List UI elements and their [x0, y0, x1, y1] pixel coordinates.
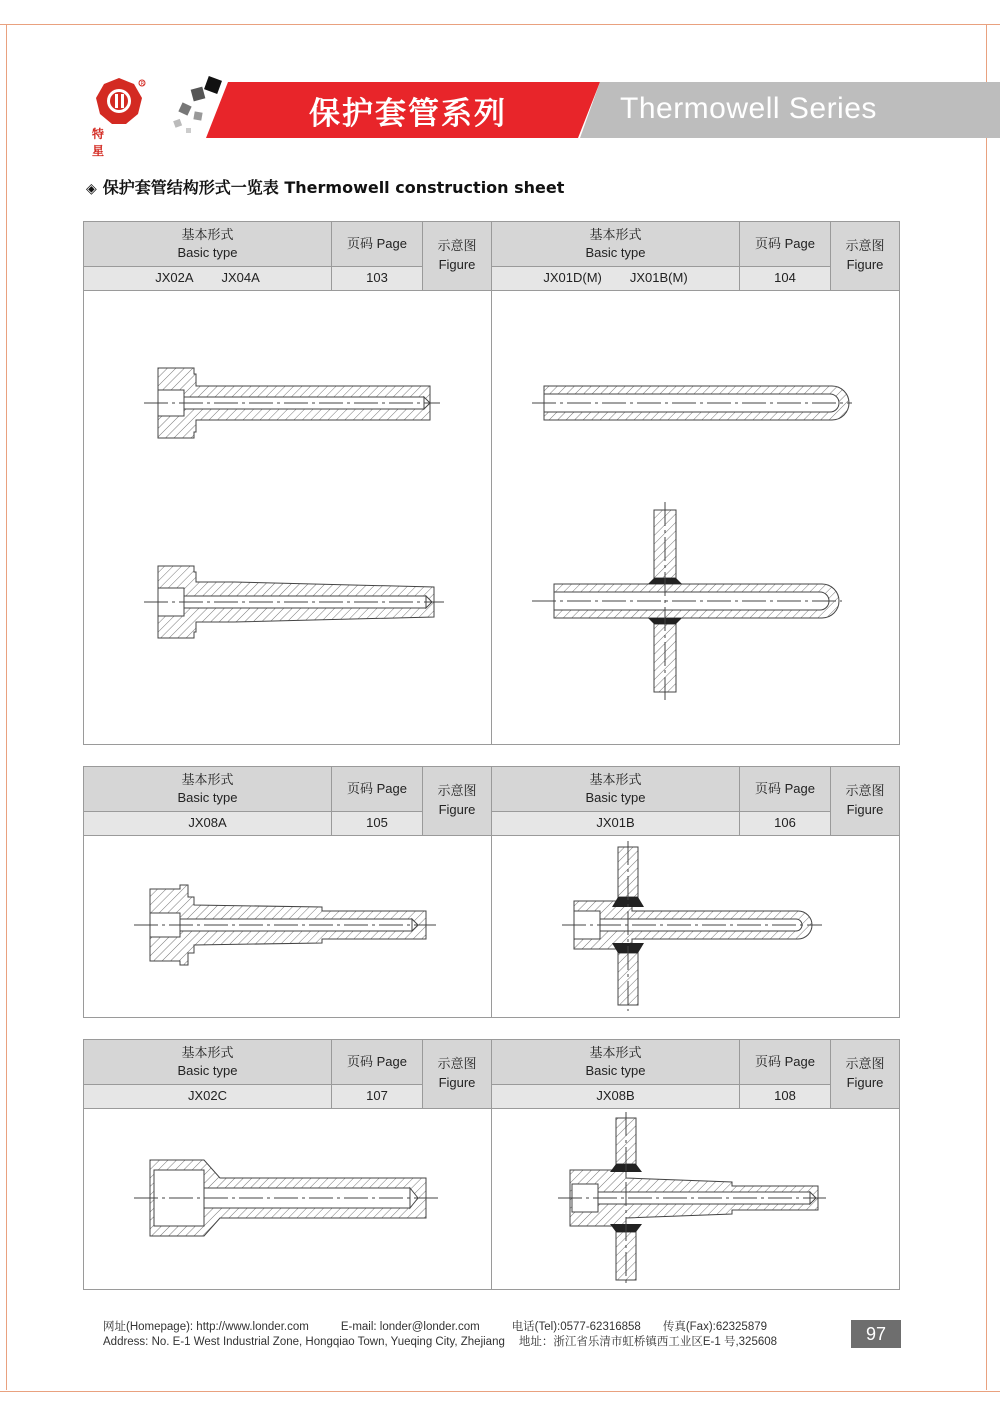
page-label: 页码 Page	[331, 222, 422, 266]
svg-text:R: R	[140, 81, 145, 87]
logo-text: 特 星	[92, 127, 113, 158]
email-link[interactable]: E-mail: londer@londer.com	[340, 1321, 480, 1333]
type-header	[84, 1040, 491, 1109]
type-cell-jx02a-jx04a	[84, 222, 491, 744]
page-number-cell: 105	[331, 811, 422, 835]
model-codes: JX08B	[492, 1084, 739, 1108]
footer-contact	[103, 1320, 799, 1350]
construction-section-3	[83, 1039, 900, 1290]
type-header	[84, 222, 491, 291]
frame-right-border	[986, 24, 987, 1390]
frame-left-border	[6, 24, 7, 1390]
section-heading	[86, 175, 564, 198]
page-number-cell: 107	[331, 1084, 422, 1108]
page-number: 97	[851, 1320, 901, 1348]
basic-type-label: 基本形式 Basic type	[177, 772, 238, 805]
type-cell-jx02c	[84, 1040, 491, 1289]
basic-type-label: 基本形式 Basic type	[177, 227, 238, 260]
page-number-cell: 103	[331, 266, 422, 290]
banner-title-cn: 保护套管系列	[309, 96, 507, 132]
basic-type-label: 基本形式 Basic type	[585, 1045, 646, 1078]
page-number-cell: 106	[739, 811, 830, 835]
figure-label: 示意图 Figure	[422, 767, 491, 835]
page-label: 页码 Page	[739, 222, 830, 266]
thermowell-drawing-jx01b	[492, 835, 899, 1017]
figure-label: 示意图 Figure	[830, 222, 899, 290]
type-header	[84, 767, 491, 836]
address-en: Address: No. E-1 West Industrial Zone, Hongqiao Town, Yueqing City, Zhejiang	[103, 1336, 505, 1348]
address-cn: 地址：浙江省乐清市虹桥镇西工业区E-1 号,325608	[518, 1336, 778, 1348]
basic-type-label: 基本形式 Basic type	[585, 772, 646, 805]
thermowell-drawing-jx08a	[84, 835, 491, 1017]
page-label: 页码 Page	[331, 767, 422, 811]
figure-label: 示意图 Figure	[830, 1040, 899, 1108]
type-cell-jx08b	[491, 1040, 899, 1289]
homepage-link[interactable]: 网址(Homepage): http://www.londer.com	[103, 1321, 309, 1333]
thermowell-drawing-jx01d-jx01b	[492, 290, 899, 744]
model-codes: JX08A	[84, 811, 331, 835]
type-header	[492, 222, 899, 291]
fax-text: 传真(Fax):62325879	[662, 1321, 768, 1333]
page-number-cell: 108	[739, 1084, 830, 1108]
type-header	[492, 1040, 899, 1109]
model-codes: JX01D(M) JX01B(M)	[492, 266, 739, 290]
type-cell-jx01b	[491, 767, 899, 1017]
thermowell-drawing-jx02a-jx04a	[84, 290, 491, 744]
page-label: 页码 Page	[331, 1040, 422, 1084]
heading-text: 保护套管结构形式一览表 Thermowell construction sheet	[102, 178, 565, 197]
page-label: 页码 Page	[739, 767, 830, 811]
basic-type-label: 基本形式 Basic type	[585, 227, 646, 260]
construction-section-1	[83, 221, 900, 745]
type-cell-jx01d-jx01b	[491, 222, 899, 744]
phone-text: 电话(Tel):0577-62316858	[511, 1321, 641, 1333]
banner-title-en: Thermowell Series	[620, 92, 877, 125]
figure-label: 示意图 Figure	[422, 1040, 491, 1108]
thermowell-drawing-jx02c	[84, 1108, 491, 1289]
construction-section-2	[83, 766, 900, 1018]
thermowell-drawing-jx08b	[492, 1108, 899, 1289]
basic-type-label: 基本形式 Basic type	[177, 1045, 238, 1078]
type-cell-jx08a	[84, 767, 491, 1017]
model-codes: JX02C	[84, 1084, 331, 1108]
page-number-cell: 104	[739, 266, 830, 290]
model-codes: JX01B	[492, 811, 739, 835]
page-label: 页码 Page	[739, 1040, 830, 1084]
model-codes: JX02A JX04A	[84, 266, 331, 290]
figure-label: 示意图 Figure	[830, 767, 899, 835]
type-header	[492, 767, 899, 836]
diamond-bullet-icon: ◈	[86, 181, 97, 197]
figure-label: 示意图 Figure	[422, 222, 491, 290]
